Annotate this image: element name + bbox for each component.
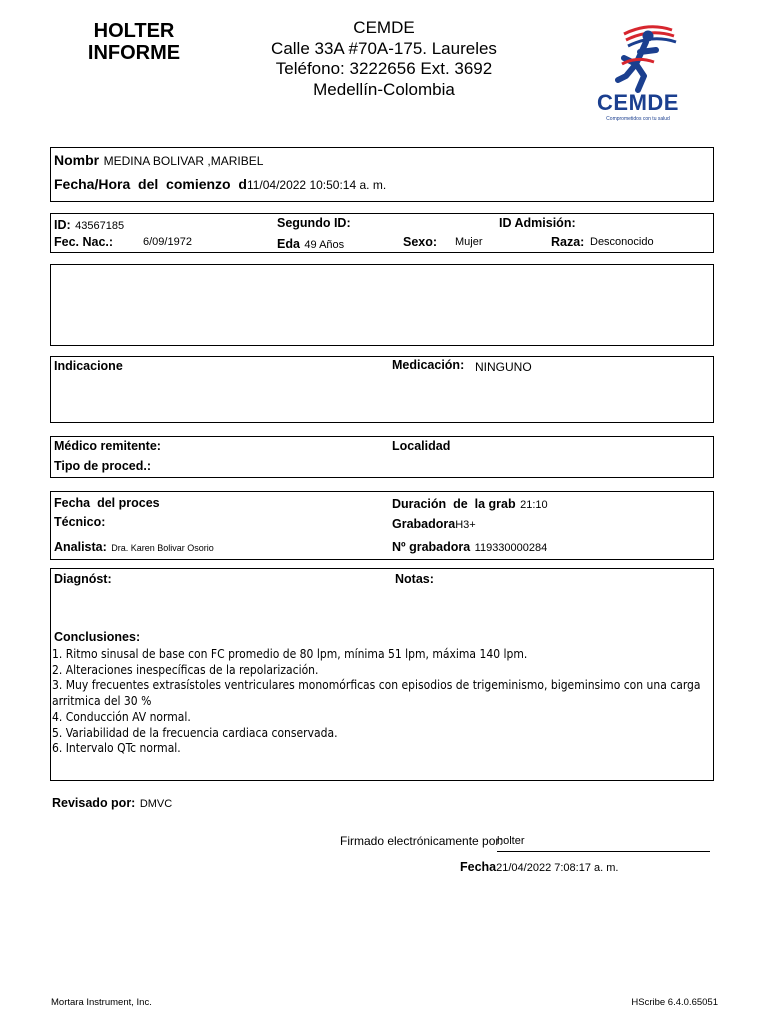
age-label: Eda: [277, 237, 300, 251]
id-value: 43567185: [75, 220, 125, 232]
procedure-type-label: Tipo de proced.:: [54, 459, 151, 473]
conclusion-line: 3. Muy frecuentes extrasístoles ventriculares monomórficas con episodios de trigeminismo, bigeminsimo con una carga: [52, 678, 701, 693]
conclusion-line: 6. Intervalo QTc normal.: [52, 741, 181, 756]
recorder-number-value: 119330000284: [474, 542, 548, 554]
report-title: [86, 20, 182, 64]
procedure-date-label: Fecha del proces: [54, 496, 160, 510]
dob-label: Fec. Nac.:: [54, 235, 114, 249]
medication-value: NINGUNO: [475, 360, 532, 374]
report-title-line2: INFORME: [87, 42, 181, 64]
duration-label: Duración de la grab: [392, 497, 516, 511]
indications-section: [50, 356, 714, 423]
org-city: Medellín-Colombia: [313, 79, 455, 99]
signature-line: [497, 851, 710, 852]
second-id-label: Segundo ID:: [277, 216, 351, 230]
id-label: ID:: [54, 218, 71, 232]
conclusion-line: arritmica del 30 %: [52, 694, 152, 709]
patient-name-row: [54, 152, 263, 170]
diagnosis-section: [50, 568, 714, 781]
recorder-number-label: Nº grabadora: [392, 540, 471, 554]
analyst-value: Dra. Karen Bolivar Osorio: [111, 543, 214, 553]
recorder-field: [392, 515, 476, 533]
dob-value: 6/09/1972: [143, 236, 192, 248]
start-time-row: [54, 176, 386, 194]
org-name: CEMDE: [353, 18, 415, 37]
signature-date-value: 21/04/2022 7:08:17 a. m.: [496, 862, 619, 874]
recorder-value: H3+: [455, 519, 476, 531]
technician-label: Técnico:: [54, 515, 106, 529]
reviewed-by-field: [52, 794, 172, 812]
report-title-line1: HOLTER: [93, 20, 175, 42]
conclusion-line: 5. Variabilidad de la frecuencia cardiaca conservada.: [52, 725, 338, 740]
patient-name-label: Nombr: [54, 152, 100, 168]
conclusion-line: 1. Ritmo sinusal de base con FC promedio de 80 lpm, mínima 51 lpm, máxima 140 lpm.: [52, 647, 528, 661]
org-address: Calle 33A #70A-175. Laureles: [271, 38, 497, 58]
conclusion-line: 4. Conducción AV normal.: [52, 709, 191, 724]
identification-section: [50, 213, 714, 253]
id-field: [54, 216, 124, 234]
referral-section: [50, 436, 714, 478]
signature-date-field: [460, 858, 618, 876]
recorder-label: Grabadora: [392, 517, 456, 531]
sex-label: Sexo:: [403, 235, 438, 249]
footer-right: HScribe 6.4.0.65051: [631, 997, 718, 1008]
age-value: 49 Años: [304, 239, 345, 251]
blank-section: [50, 264, 714, 346]
recorder-number-field: [392, 538, 547, 556]
signature-date-label: Fecha: [460, 860, 497, 874]
race-value: Desconocido: [590, 236, 654, 248]
reviewed-by-value: DMVC: [139, 798, 173, 810]
start-time-value: 11/04/2022 10:50:14 a. m.: [246, 178, 387, 192]
notes-label: Notas:: [395, 572, 434, 586]
diagnosis-label: Diagnóst:: [54, 572, 112, 586]
patient-name-value: MEDINA BOLIVAR ,MARIBEL: [103, 154, 264, 168]
indications-label: Indicacione: [54, 359, 123, 373]
referring-doctor-label: Médico remitente:: [54, 439, 161, 453]
conclusions-label: Conclusiones:: [54, 630, 141, 644]
reviewed-by-label: Revisado por:: [52, 796, 136, 810]
footer-left: Mortara Instrument, Inc.: [51, 997, 152, 1008]
signed-by-value: holter: [497, 835, 525, 847]
signed-by-label: Firmado electrónicamente por:: [340, 834, 503, 848]
medication-label: Medicación:: [392, 358, 465, 372]
duration-value: 21:10: [520, 499, 548, 511]
race-label: Raza:: [551, 235, 585, 249]
start-time-label: Fecha/Hora del comienzo d: [54, 176, 247, 192]
admission-id-label: ID Admisión:: [499, 216, 576, 230]
age-field: [277, 235, 344, 253]
cemde-logo: [586, 20, 690, 126]
patient-section: [50, 147, 714, 202]
org-address-block: [250, 18, 518, 100]
logo-tagline: Comprometidos con tu salud: [606, 116, 670, 122]
org-phone: Teléfono: 3222656 Ext. 3692: [275, 59, 493, 78]
conclusions-list: [52, 647, 712, 757]
location-label: Localidad: [392, 439, 451, 453]
procedure-section: [50, 491, 714, 560]
analyst-field: [54, 538, 214, 556]
logo-text: CEMDE: [597, 90, 679, 115]
sex-value: Mujer: [455, 236, 483, 248]
conclusion-line: 2. Alteraciones inespecíficas de la repolarización.: [52, 662, 319, 677]
duration-field: [392, 495, 548, 513]
analyst-label: Analista:: [54, 540, 107, 554]
